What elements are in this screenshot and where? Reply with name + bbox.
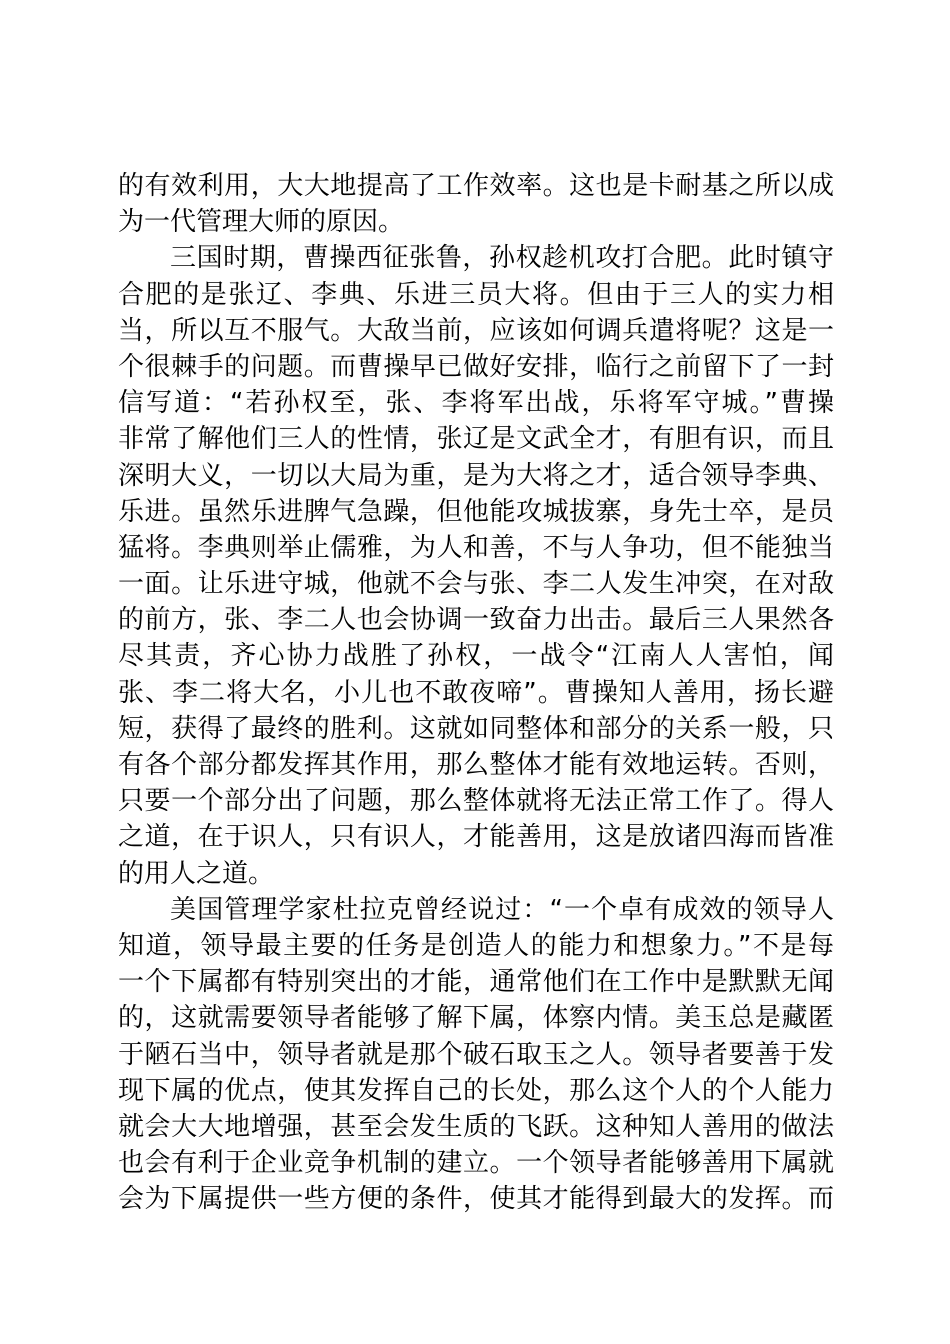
paragraph-start-line: 美国管理学家杜拉克曾经说过：“一个卓有成效的领导人 (170, 894, 834, 925)
text-line: 只要一个部分出了问题，那么整体就将无法正常工作了。得人 (118, 786, 834, 817)
text-line: 就会大大地增强，甚至会发生质的飞跃。这种知人善用的做法 (118, 1111, 834, 1142)
text-line: 短，获得了最终的胜利。这就如同整体和部分的关系一般，只 (118, 713, 834, 744)
text-line: 乐进。虽然乐进脾气急躁，但他能攻城拔寨，身先士卒，是员 (118, 496, 834, 527)
body-text (118, 168, 834, 1217)
text-line: 的前方，张、李二人也会协调一致奋力出击。最后三人果然各 (118, 605, 834, 636)
text-line: 非常了解他们三人的性情，张辽是文武全才，有胆有识，而且 (118, 424, 834, 455)
text-line: 知道，领导最主要的任务是创造人的能力和想象力。”不是每 (118, 930, 834, 961)
text-line: 当，所以互不服气。大敌当前，应该如何调兵遣将呢？这是一 (118, 315, 834, 346)
text-line: 之道，在于识人，只有识人，才能善用，这是放诸四海而皆准 (118, 822, 834, 853)
text-line: 为一代管理大师的原因。 (118, 207, 405, 238)
text-line: 也会有利于企业竞争机制的建立。一个领导者能够善用下属就 (118, 1148, 834, 1179)
text-line: 一面。让乐进守城，他就不会与张、李二人发生冲突，在对敌 (118, 569, 834, 600)
text-line: 张、李二将大名，小儿也不敢夜啼”。曹操知人善用，扬长避 (118, 677, 834, 708)
text-line: 一个下属都有特别突出的才能，通常他们在工作中是默默无闻 (118, 967, 834, 998)
text-line: 深明大义，一切以大局为重，是为大将之才，适合领导李典、 (118, 460, 834, 491)
text-line: 现下属的优点，使其发挥自己的长处，那么这个人的个人能力 (118, 1075, 834, 1106)
text-line: 的有效利用，大大地提高了工作效率。这也是卡耐基之所以成 (118, 171, 834, 201)
text-line: 有各个部分都发挥其作用，那么整体才能有效地运转。否则， (118, 750, 834, 780)
text-line: 于陋石当中，领导者就是那个破石取玉之人。领导者要善于发 (118, 1039, 834, 1070)
text-line: 信写道：“若孙权至，张、李将军出战，乐将军守城。”曹操 (118, 388, 834, 419)
text-line: 的，这就需要领导者能够了解下属，体察内情。美玉总是藏匿 (118, 1003, 834, 1034)
text-line: 合肥的是张辽、李典、乐进三员大将。但由于三人的实力相 (118, 279, 834, 310)
text-line: 会为下属提供一些方便的条件，使其才能得到最大的发挥。而 (118, 1184, 834, 1215)
text-line: 猛将。李典则举止儒雅，为人和善，不与人争功，但不能独当 (118, 532, 834, 563)
text-line: 的用人之道。 (118, 858, 275, 889)
text-line: 个很棘手的问题。而曹操早已做好安排，临行之前留下了一封 (118, 351, 834, 382)
paragraph-start-line: 三国时期，曹操西征张鲁，孙权趁机攻打合肥。此时镇守 (170, 243, 834, 274)
text-line: 尽其责，齐心协力战胜了孙权，一战令“江南人人害怕，闻 (118, 641, 834, 672)
